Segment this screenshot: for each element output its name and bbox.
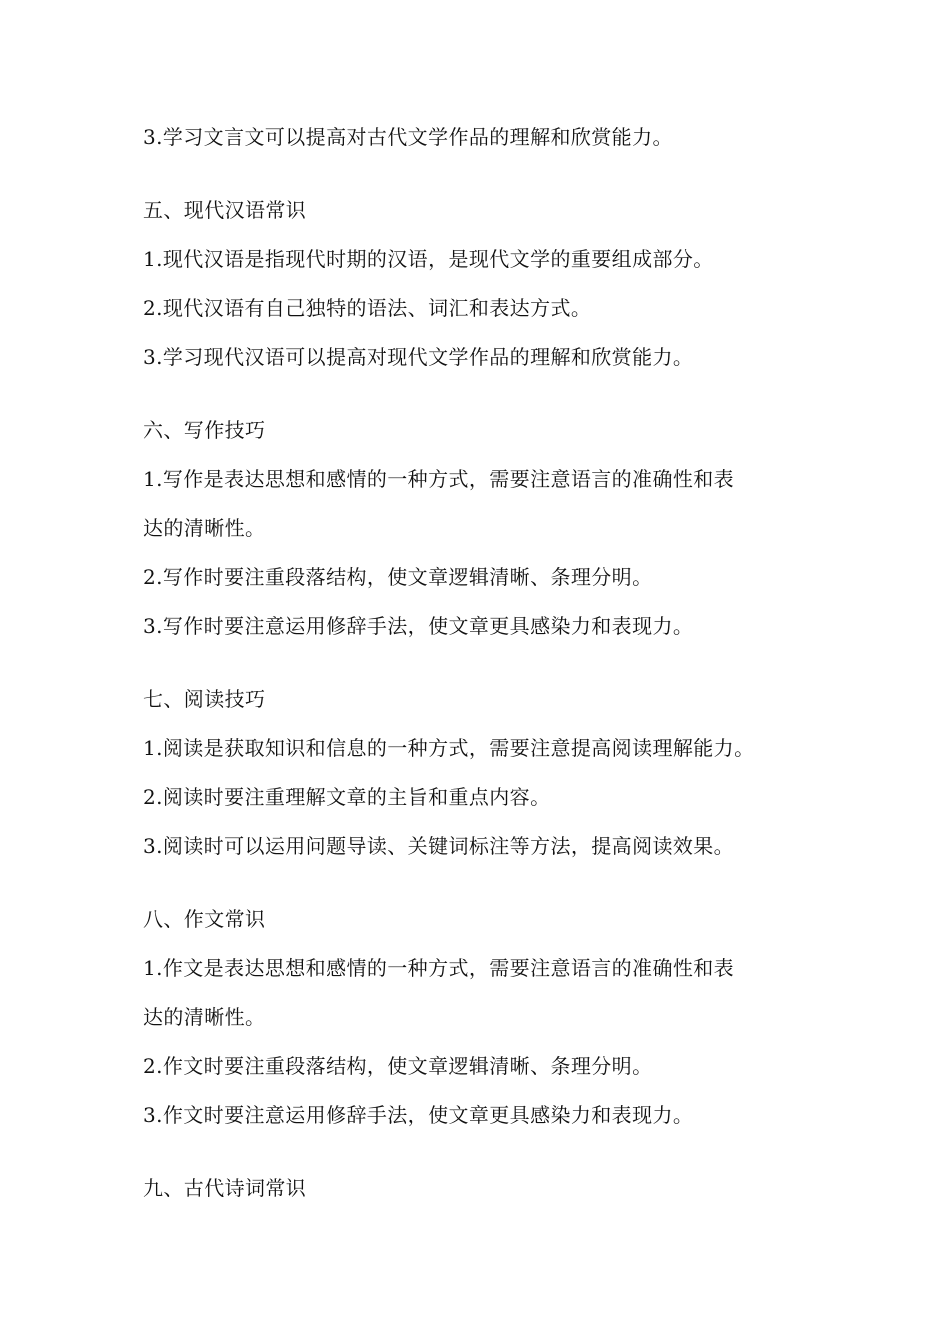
paragraph-line: 2.写作时要注重段落结构，使文章逻辑清晰、条理分明。 [143, 565, 653, 589]
document-body [143, 113, 843, 1213]
paragraph-line: 3.写作时要注意运用修辞手法，使文章更具感染力和表现力。 [143, 614, 694, 638]
section-heading-7: 七、阅读技巧 [143, 687, 266, 711]
section-heading-8: 八、作文常识 [143, 907, 266, 931]
paragraph-line: 2.阅读时要注重理解文章的主旨和重点内容。 [143, 785, 551, 809]
paragraph-line: 2.现代汉语有自己独特的语法、词汇和表达方式。 [143, 296, 592, 320]
paragraph-line: 3.学习现代汉语可以提高对现代文学作品的理解和欣赏能力。 [143, 345, 694, 369]
paragraph-line: 3.阅读时可以运用问题导读、关键词标注等方法，提高阅读效果。 [143, 834, 735, 858]
paragraph-line: 1.写作是表达思想和感情的一种方式，需要注意语言的准确性和表 [143, 467, 735, 491]
paragraph-line: 3.学习文言文可以提高对古代文学作品的理解和欣赏能力。 [143, 125, 673, 149]
section-heading-5: 五、现代汉语常识 [143, 198, 307, 222]
paragraph-line: 1.作文是表达思想和感情的一种方式，需要注意语言的准确性和表 [143, 956, 735, 980]
section-heading-9: 九、古代诗词常识 [143, 1176, 307, 1200]
paragraph-line: 达的清晰性。 [143, 516, 266, 540]
paragraph-line: 1.现代汉语是指现代时期的汉语，是现代文学的重要组成部分。 [143, 247, 714, 271]
paragraph-line: 达的清晰性。 [143, 1005, 266, 1029]
paragraph-line: 1.阅读是获取知识和信息的一种方式，需要注意提高阅读理解能力。 [143, 736, 755, 760]
section-heading-6: 六、写作技巧 [143, 418, 266, 442]
paragraph-line: 2.作文时要注重段落结构，使文章逻辑清晰、条理分明。 [143, 1054, 653, 1078]
paragraph-line: 3.作文时要注意运用修辞手法，使文章更具感染力和表现力。 [143, 1103, 694, 1127]
